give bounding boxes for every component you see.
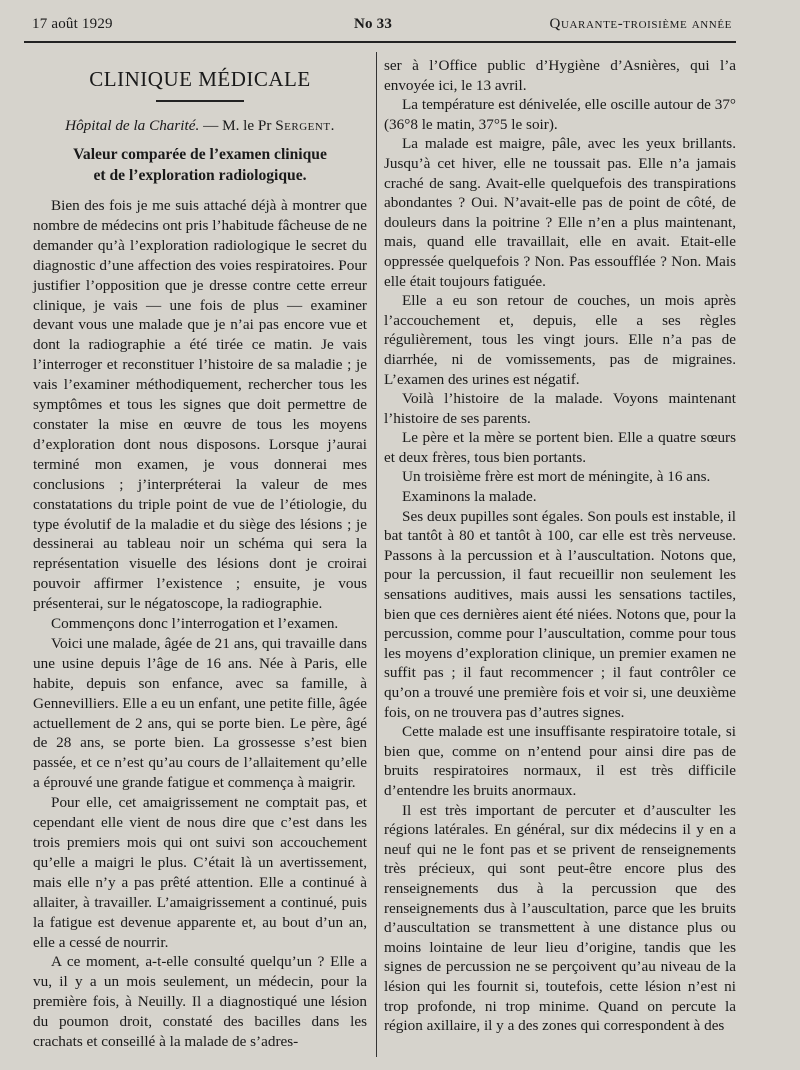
column-divider [376,52,377,1057]
paragraph: Ses deux pupilles sont égales. Son pouls est instable, il bat tantôt à 80 et tantôt à 100, car elle est très nerveuse. Passons à la percussion et à l’auscultation. Notons que, pour la percussion, il faut recueillir non seulement les sensations auditives, mais aussi les sensations tactiles, bien que ces dernières aient été niées. Notons que, pour la percussion, comme pour l’auscultation, comme pour tous les moyens d’exploration clinique, un premier examen ne suffit pas ; il faut recommencer ; il faut contrôler ce qu’on a trouvé une première fois et voir si, une deuxième fois, on ne trouvera pas d’autres signes. [384,507,736,721]
running-header [32,16,732,38]
byline-author: Sergent. [275,117,335,134]
paragraph: A ce moment, a-t-elle consulté quelqu’un ? Elle a vu, il y a un mois seulement, un médecin, pour la première fois, à Neuilly. Il a diagnostiqué une lésion du poumon droit, constaté des bacilles dans les crachats et conseillé à la malade de s’adres- [33,953,367,1051]
section-title: CLINIQUE MÉDICALE [89,67,311,91]
paragraph: Pour elle, cet amaigrissement ne comptait pas, et cependant elle vient de nous dire que c’est dans les trois premiers mois qui ont suivi son accouchement qu’elle a maigri le plus. C’était là un avertissement, mais elle n’y a pas prêté attention. Elle a continué à allaiter, à travailler. L’amaigrissement a continué, puis la fatigue est devenue apparente et, au bout d’un an, elle a cessé de nourrir. [33,794,367,951]
left-column [33,52,367,1052]
header-year: Quarante-troisième année [549,16,732,32]
paragraph: Il est très important de percuter et d’ausculter les régions latérales. En général, sur dix médecins il y en a neuf qui ne le font pas et se privent de renseignements très précieux, qui sont peut-être encore plus des renseignements dus à la percussion que des renseignements dus à l’auscultation, parce que les bruits d’auscultation se transmettent à une distance plus ou moins lointaine de leur lieu d’origine, tandis que les signes de percussion ne se perçoivent qu’au niveau de la lésion qui les fournit si, toutefois, cette lésion n’est ni trop profonde, ni trop minime. Quand on percute la région axillaire, il y a des zones qui correspondent à des [384,801,736,1035]
paragraph: Cette malade est une insuffisante respiratoire totale, si bien que, comme on n’entend pour ainsi dire pas de bruits respiratoires normaux, il est très difficile d’entendre les bruits anormaux. [384,723,736,799]
paragraph: Commençons donc l’interrogation et l’examen. [51,615,339,633]
paragraph: Voilà l’histoire de la malade. Voyons maintenant l’histoire de ses parents. [384,390,736,427]
subtitle-line-1: Valeur comparée de l’examen clinique [73,146,327,163]
paragraph: Examinons la malade. [402,488,537,506]
paragraph: Bien des fois je me suis attaché déjà à montrer que nombre de médecins ont pris l’habitude fâcheuse de ne demander qu’à l’exploration radiologique le secret du diagnostic d’une affection des voies respiratoires. Pour justifier l’opposition que je dresse contre cette erreur clinique, je vais — une fois de plus — examiner devant vous une malade que je n’ai pas encore vue et dont la radiographie a été tirée ce matin. Je vais l’interroger et reconstituer l’histoire de sa maladie ; je vais l’examiner méthodiquement, rechercher tous les symptômes et tous les signes que doit permettre de constater la mise en œuvre de tous les moyens d’exploration dont nous disposons. Lorsque j’aurai terminé mon examen, je vous donnerai mes conclusions ; j’interpréterai la valeur de mes constatations du triple point de vue de l’étiologie, du type évolutif de la maladie et du siège des lésions ; je dessinerai au tableau noir un schéma qui sera la représentation visuelle des lésions dont je croirai pouvoir affirmer l’existence ; ensuite, je vous présenterai, sur le négatoscope, la radiographie. [33,197,368,613]
byline [33,116,367,138]
byline-title-abbr: Pr [257,117,272,134]
byline-hospital: Hôpital de la Charité. [65,117,200,134]
section-title-rule [156,100,244,102]
paragraph: Un troisième frère est mort de méningite, à 16 ans. [402,468,711,486]
paragraph: Voici une malade, âgée de 21 ans, qui travaille dans une usine depuis l’âge de 16 ans. Née à Paris, elle habite, depuis son enfance, avec sa famille, à Gennevilliers. Elle a eu un enfant, une petite fille, âgée actuellement de 2 ans, qui se porte bien. Le père, âgé de 28 ans, se porte bien. La grossesse s’est bien passée, et ce n’est qu’au cours de l’allaitement qu’elle a éprouvé une grande fatigue et commença à maigrir. [33,634,367,792]
paragraph: Le père et la mère se portent bien. Elle a quatre sœurs et deux frères, tous bien portants. [384,429,736,466]
header-date: 17 août 1929 [32,16,113,32]
paragraph: ser à l’Office public d’Hygiène d’Asnières, qui l’a envoyée ici, le 13 avril. [384,57,736,94]
header-issue-number: No 33 [354,16,393,32]
paragraph: La température est dénivelée, elle oscille autour de 37° (36°8 le matin, 37°5 le soir). [384,96,736,133]
paragraph: Elle a eu son retour de couches, un mois après l’accouchement et, depuis, elle a ses règles régulièrement, tous les vingt jours. Elle n’a pas de diarrhée, ni de vomissements, pas de migraines. L’examen des urines est négatif. [384,292,736,388]
article-subtitle [33,144,367,186]
subtitle-line-2: et de l’exploration radiologique. [93,167,307,184]
byline-separator: — M. le [199,117,258,134]
header-rule [24,41,736,43]
left-column-body [33,196,367,1052]
right-column [384,56,736,1036]
paragraph: La malade est maigre, pâle, avec les yeux brillants. Jusqu’à cet hiver, elle ne toussait pas. Elle n’a jamais craché de sang. Avait-elle quelquefois des transpirations abondantes ? Oui. N’avait-elle pas de point de côté, de douleurs dans la poitrine ? Elle n’en a plus maintenant, mais, quand elle travaillait, elle en avait. Etait-elle oppressée quelquefois ? Non. Pas essoufflée ? Non. Mais elle était toujours fatiguée. [384,135,736,290]
